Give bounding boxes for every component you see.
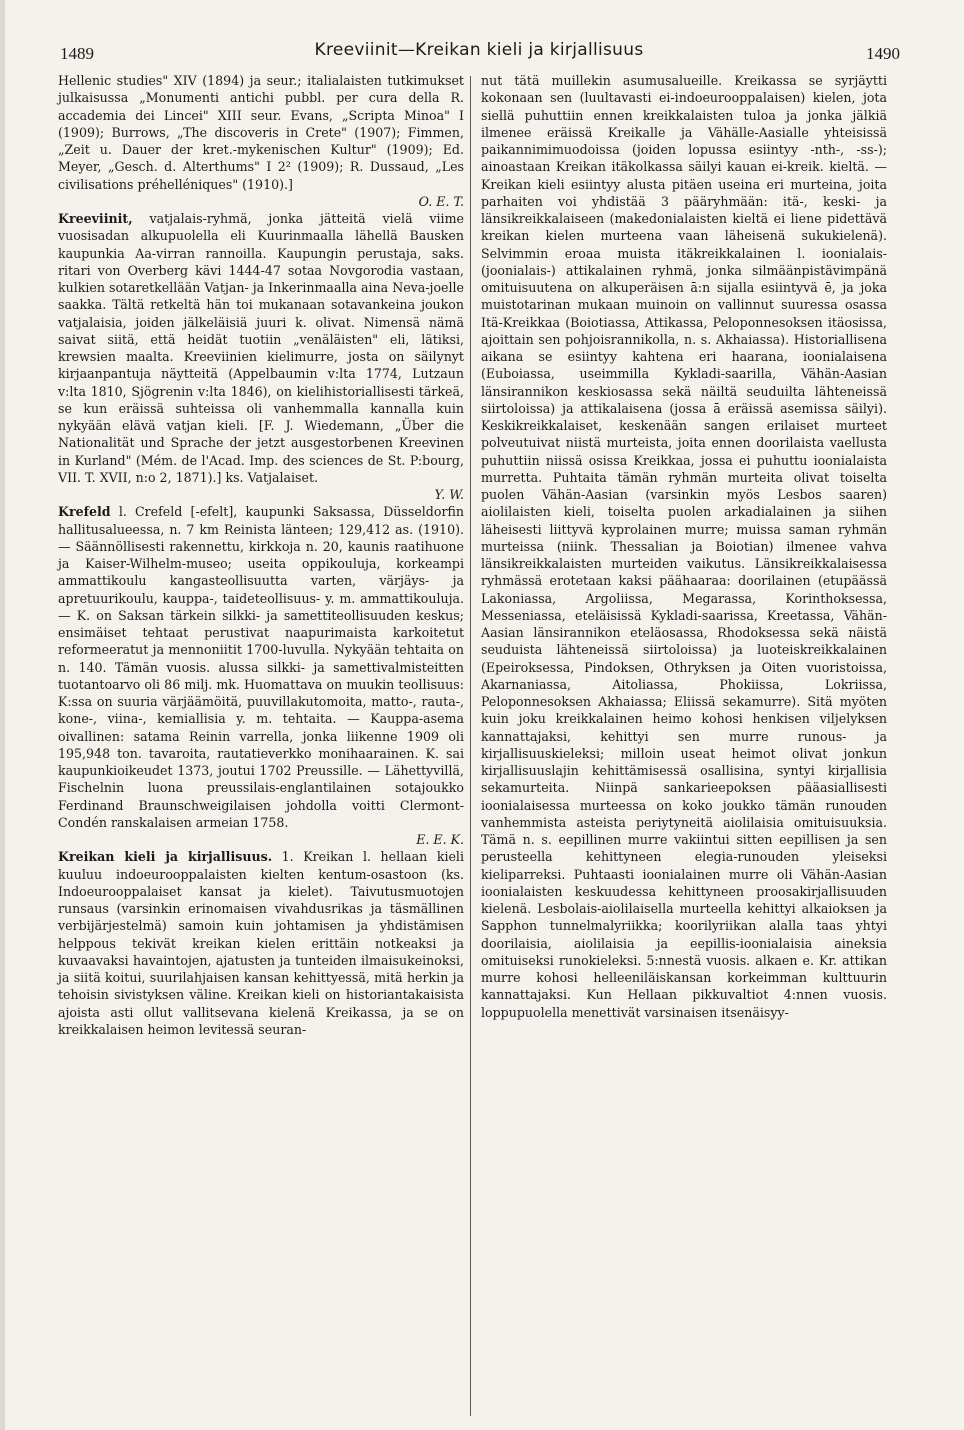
author-signature: Y. W.	[434, 487, 464, 502]
page-header	[58, 38, 900, 68]
entry-headword: Krefeld	[58, 504, 111, 520]
author-signature: E. E. K.	[416, 832, 464, 847]
left-column	[58, 72, 464, 1038]
author-signature: O. E. T.	[418, 193, 464, 209]
running-title: Kreeviinit—Kreikan kieli ja kirjallisuus	[314, 40, 644, 60]
right-column	[481, 72, 887, 1021]
entry-text: 1. Kreikan l. hellaan kieli kuuluu indoeurooppalaisten kielten kentum-osastoon (ks. Indoeurooppalaiset kansat ja kielet). Taivutusmuotojen runsaus (varsinkin erinomaisen vivahdusrikas ja täsmällinen verbijärjestelmä) samoin kuin johtamisen ja yhdistämisen helppous tekivät kreikan kielen erittäin notkeaksi ja kuvaavaksi havaintojen, ajatusten ja tunteiden ilmaisukeinoksi, ja siitä koitui, suurilahjaisen kansan kehittyessä, mitä herkin ja tehoisin sivistyksen väline. Kreikan kieli on historiantakaisista ajoista asti ollut vallitsevana kielenä Kreikassa, ja se on kreikkalaisen heimon levitessä seuran-	[58, 849, 464, 1037]
page-number-left: 1489	[60, 44, 94, 63]
article-kreikan-kieli-continued: nut tätä muillekin asumusalueille. Kreikassa se syrjäytti kokonaan sen (luultavasti ei-indoeurooppalaisen) kielen, jota siellä puhuttiin ennen kreikkalaisten tuloa ja jonka jälkiä ilmenee eräissä Kreikalle ja Vähälle-Aasialle yhteisissä paikannimimuodoissa (joiden lopussa esiintyy -nth-, -ss-); ainoastaan Kreikan itäkolkassa säilyi kauan ei-kreik. kieltä. — Kreikan kieli esiintyy alusta pitäen useina eri murteina, joita parhaiten voi yhdistää 3 pääryhmään: itä-, keski- ja länsikreikkalaiseen (makedonialaisten kieltä ei liene pidettävä kreikan kielen murteena vaan läheisenä sukukielenä). Selvimmin eroaa muista itäkreikkalainen l. ioonialais- (joonialais-) attikalainen ryhmä, jonka silmäänpistävimpänä omituisuutena on alkuperäisen ā:n sijalla esiintyvä ē, ja joka muistotarinan mukaan muinoin on vallinnut suuressa osassa Itä-Kreikkaa (Boiotiassa, Attikassa, Peloponnesoksen itäosissa, ajoittain sen pohjoisrannikolla, n. s. Akhaiassa). Historiallisena aikana se esiintyy kahtena eri haarana, ioonialaisena (Euboiassa, useimmilla Kykladi-saarilla, Vähän-Aasian länsirannikon keskiosassa sekä näiltä seuduilta lähteneissä siirtoloissa) ja attikalaisena (jossa ā eräissä asemissa säilyi). Keskikreikkalaiset, keskenään sangen erilaiset murteet polveutuivat niistä murteista, joita ennen doorilaista vaellusta puhuttiin niissä osissa Kreikkaa, jossa ei puhuttu ioonialaista murretta. Puhtaita tämän ryhmän murteita olivat toiselta puolen Vähän-Aasian (varsinkin myös Lesbos saaren) aiolilaisten kieli, toiselta puolen arkadialainen ja siihen läheisesti liittyvä kyprolainen murre; muissa saman ryhmän murteissa (niink. Thessalian ja Boiotian) ilmenee vahva länsikreikkalaisten murteiden vaikutus. Länsikreikkalaisessa ryhmässä erotetaan kaksi päähaaraa: doorilainen (etupäässä Lakoniassa, Argoliissa, Megarassa, Korinthoksessa, Messeniassa, eteläisissä Kykladi-saarissa, Kreetassa, Vähän-Aasian länsirannikon eteläosassa, Rhodoksessa sekä näistä seuduista lähteneissä siirtoloissa) ja luoteiskreikkalainen (Epeiroksessa, Pindoksen, Othryksen ja Oiten vuoristoissa, Akarnaniassa, Aitoliassa, Phokiissa, Lokriissa, Peloponnesoksen Akhaiassa; Eliissä sekamurre). Sitä myöten kuin joku kreikkalainen heimo kohosi henkisen viljelyksen kannattajaksi, kehittyi sen murre runous- ja kirjallisuuskieleksi; milloin useat heimot olivat jonkun kirjallisuuslajin kehittämisessä osallisina, syntyi kirjallisia sekamurteita. Niinpä sankarieepoksen pääasiallisesti ioonialaisessa murteessa on koko joukko tämän runouden vanhemmista asteista periytyneitä aiolilaisia omituisuuksia. Tämä n. s. eepillinen murre vakiintui sitten eepillisen ja sen perusteella kehittyneen elegia-runouden yleiseksi kieliparreksi. Puhtaasti ioonialainen murre oli Vähän-Aasian ioonialaisten keskuudessa kehittyneen proosakirjallisuuden kielenä. Lesbolais-aiolilaisella murteella kehittyi alkaioksen ja Sapphon tunnelmalyriikka; koorilyriikan alalla taas yhtyi doorilaisia, aiolilaisia ja eepillis-ioonialaisia aineksia omituiseksi runokieleksi. 5:nnestä vuosis. alkaen e. Kr. attikan murre kohosi helleeniläiskansan korkeimman kulttuurin kannattajaksi. Kun Hellaan pikkuvaltiot 4:nnen vuosis. loppupuolella menettivät varsinaisen itsenäisyy-	[481, 73, 887, 1020]
page-number-right: 1490	[866, 44, 900, 63]
entry-text: l. Crefeld [-efelt], kaupunki Saksassa, Düsseldorfin hallitusalueessa, n. 7 km Reinista länteen; 129,412 as. (1910). — Säännöllisesti rakennettu, kirkkoja n. 20, kaunis raatihuone ja Kaiser-Wilhelm-museo; useita oppikouluja, korkeampi ammattikoulu kangasteollisuutta varten, värjäys- ja apretuurikoulu, kauppa-, taideteollisuus- y. m. ammattikouluja. — K. on Saksan tärkein silkki- ja samettiteollisuuden keskus; ensimäiset tehtaat perustivat naapurimaista karkoitetut reformeeratut ja mennoniitit 1700-luvulla. Nykyään tehtaita on n. 140. Tämän vuosis. alussa silkki- ja samettivalmisteitten tuotantoarvo oli 86 milj. mk. Huomattava on muukin teollisuus: K:ssa on suuria värjäämöitä, puuvillakutomoita, matto-, rauta-, kone-, viina-, kemiallisia y. m. tehtaita. — Kauppa-asema oivallinen: satama Reinin varrella, jonka liikenne 1909 oli 195,948 ton. tavaroita, rautatieverkko monihaarainen. K. sai kaupunkioikeudet 1373, joutui 1702 Preussille. — Lähettyvillä, Fischelnin luona preussilais-englantilainen sotajoukko Ferdinand Braunschweigilaisen johdolla voitti Clermont-Condén ranskalaisen armeian 1758.	[58, 504, 464, 830]
article-prehellenic-bibliography	[58, 72, 464, 210]
article-krefeld	[58, 503, 464, 848]
article-kreeviinit	[58, 210, 464, 503]
entry-headword: Kreeviinit,	[58, 211, 133, 226]
page-edge	[0, 0, 5, 1430]
paragraph-text: Hellenic studies" XIV (1894) ja seur.; italialaisten tutkimukset julkaisussa „Monumenti antichi pubbl. per cura della R. accademia dei Lincei" XIII seur. Evans, „Scripta Minoa" I (1909); Burrows, „The discoveris in Crete" (1907); Fimmen, „Zeit u. Dauer der kret.-mykenischen Kultur" (1909); Ed. Meyer, „Gesch. d. Alterthums" I 2² (1909); R. Dussaud, „Les civilisations préhelléniques" (1910).]	[58, 73, 464, 192]
column-divider	[470, 76, 471, 1416]
article-kreikan-kieli	[58, 848, 464, 1038]
entry-text: vatjalais-ryhmä, jonka jätteitä vielä viime vuosisadan alkupuolella eli Kuurinmaalla lähellä Bausken kaupunkia Aa-virran rannoilla. Kaupungin perustaja, saks. ritari von Overberg kävi 1444-47 sotaa Novgorodia vastaan, kulkien sotaretkellään Vatjan- ja Inkerinmaalla aina Neva-joelle saakka. Tältä retkeltä hän toi mukanaan sotavankeina joukon vatjalaisia, joiden jälkeläisiä juuri k. olivat. Nimensä nämä saivat siitä, että heidät tuotiin „venäläisten" eli, lätiksi, krewsien maalta. Kreeviinien kielimurre, josta on säilynyt kirjaanpantuja näytteitä (Appelbaumin v:lta 1774, Lutzaun v:lta 1810, Sjögrenin v:lta 1846), on kielihistoriallisesti tärkeä, se kun eräissä suhteissa oli vanhemmalla kannalla kuin nykyään elävä vatjan kieli. [F. J. Wiedemann, „Über die Nationalität und Sprache der jetzt ausgestorbenen Kreevinen in Kurland" (Mém. de l'Acad. Imp. des sciences de St. P:bourg, VII. T. XVII, n:o 2, 1871).] ks. Vatjalaiset.	[58, 211, 464, 485]
entry-headword: Kreikan kieli ja kirjallisuus.	[58, 849, 273, 865]
